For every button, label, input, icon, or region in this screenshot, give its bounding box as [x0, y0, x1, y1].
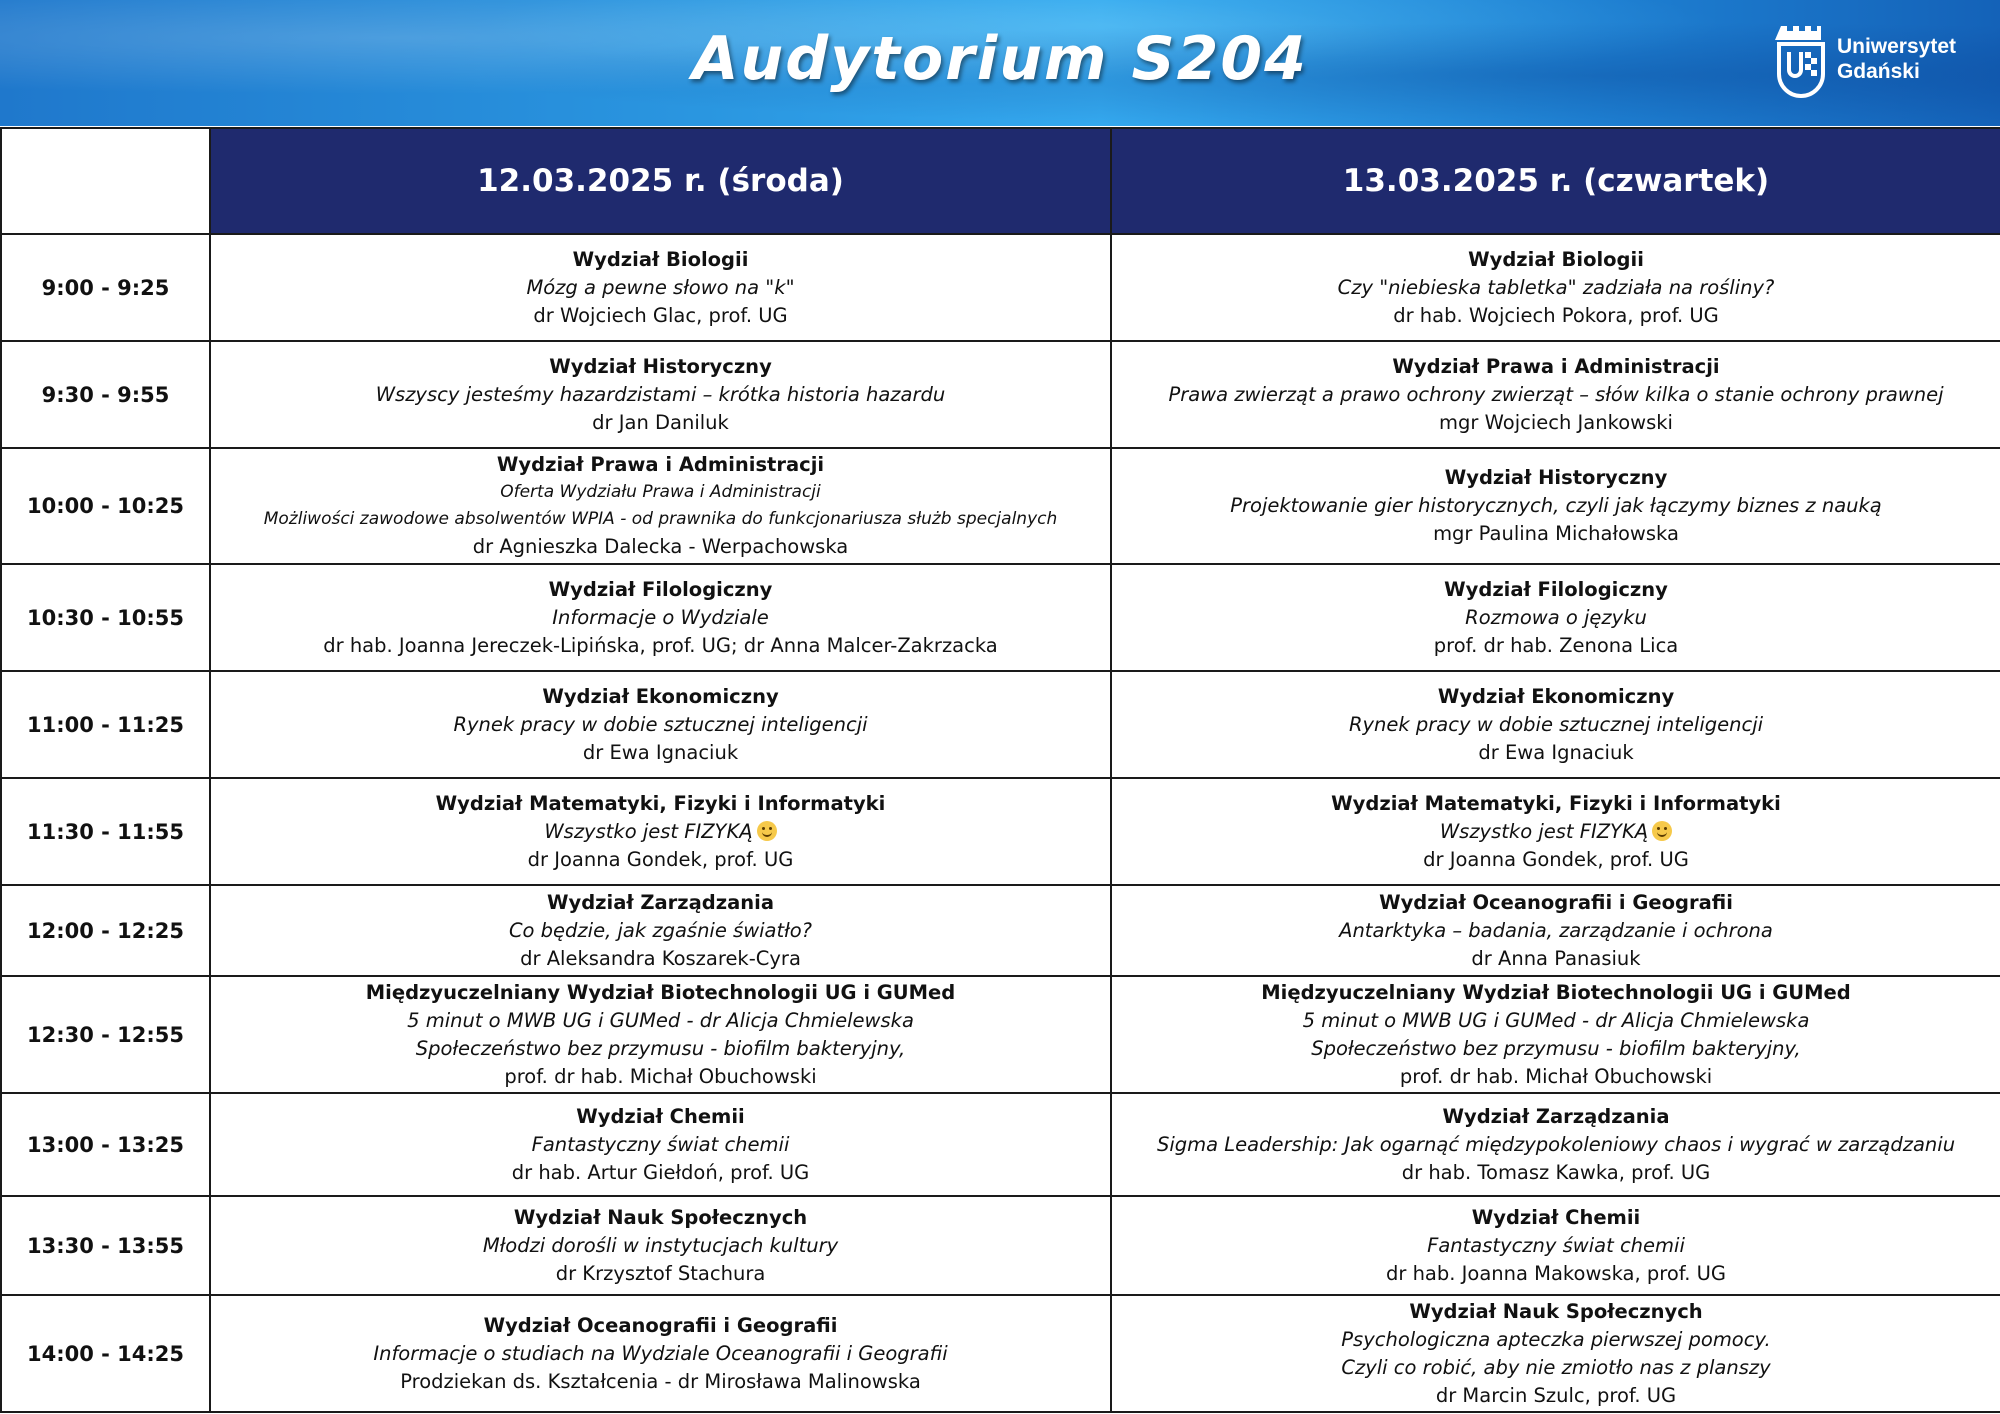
session-topic: Projektowanie gier historycznych, czyli jak łączymy biznes z nauką: [1230, 494, 1882, 517]
time-slot: 12:30 - 12:55: [1, 976, 210, 1093]
session-cell: [210, 1295, 1111, 1412]
session-topic: Oferta Wydziału Prawa i Administracji: [500, 482, 821, 502]
session-topic: Rynek pracy w dobie sztucznej inteligencji: [453, 712, 868, 736]
session-speaker: dr hab. Tomasz Kawka, prof. UG: [1401, 1160, 1711, 1184]
time-slot: 10:00 - 10:25: [1, 448, 210, 564]
table-row: [1, 976, 2000, 1093]
university-name: [1837, 34, 1956, 84]
session-speaker: dr hab. Wojciech Pokora, prof. UG: [1393, 303, 1719, 327]
session-topic: 5 minut o MWB UG i GUMed - dr Alicja Chmielewska: [407, 1008, 914, 1032]
faculty-name: Wydział Matematyki, Fizyki i Informatyki: [1331, 791, 1781, 815]
university-name-line1: Uniwersytet: [1836, 35, 1956, 58]
faculty-name: Wydział Historyczny: [549, 354, 772, 378]
table-row: [1, 564, 2000, 671]
session-cell: [1111, 778, 2000, 885]
session-topic: Rozmowa o języku: [1465, 605, 1647, 629]
time-slot: 10:30 - 10:55: [1, 564, 210, 671]
session-cell: [210, 448, 1111, 564]
session-cell: [210, 234, 1111, 341]
faculty-name: Wydział Filologiczny: [548, 577, 773, 601]
session-cell: [210, 885, 1111, 976]
column-header-day1: 12.03.2025 r. (środa): [210, 128, 1111, 234]
session-speaker: dr Marcin Szulc, prof. UG: [1435, 1383, 1677, 1407]
page-header: [0, 0, 2000, 126]
session-cell: [1111, 1196, 2000, 1295]
faculty-name: Wydział Filologiczny: [1444, 577, 1668, 601]
session-speaker: dr Aleksandra Koszarek-Cyra: [520, 946, 801, 970]
session-topic: Antarktyka – badania, zarządzanie i ochrona: [1339, 918, 1773, 942]
page-title: Audytorium S204: [692, 24, 1308, 94]
session-speaker: dr hab. Joanna Jereczek-Lipińska, prof. UG; dr Anna Malcer-Zakrzacka: [323, 633, 998, 657]
time-slot: 9:30 - 9:55: [1, 341, 210, 448]
session-topic: Prawa zwierząt a prawo ochrony zwierząt – słów kilka o stanie ochrony prawnej: [1168, 382, 1944, 406]
session-topic: Wszystko jest FIZYKĄ: [544, 819, 753, 843]
faculty-name: Wydział Biologii: [572, 247, 749, 271]
schedule-table: [0, 127, 2000, 1413]
session-speaker: prof. dr hab. Zenona Lica: [1433, 633, 1679, 657]
session-cell: [1111, 564, 2000, 671]
session-speaker: prof. dr hab. Michał Obuchowski: [504, 1064, 817, 1088]
session-topic: Informacje o Wydziale: [552, 605, 769, 629]
session-speaker: dr hab. Joanna Makowska, prof. UG: [1385, 1261, 1726, 1285]
university-crest-icon: [1775, 18, 1827, 100]
session-topic-secondary: Społeczeństwo bez przymusu - biofilm bakteryjny,: [415, 1036, 906, 1060]
table-row: [1, 448, 2000, 564]
faculty-name: Międzyuczelniany Wydział Biotechnologii UG i GUMed: [365, 980, 956, 1004]
session-topic-secondary: Społeczeństwo bez przymusu - biofilm bakteryjny,: [1311, 1036, 1801, 1060]
session-speaker: mgr Wojciech Jankowski: [1439, 410, 1673, 434]
table-row: [1, 885, 2000, 976]
session-speaker: dr Agnieszka Dalecka - Werpachowska: [472, 535, 849, 558]
faculty-name: Wydział Prawa i Administracji: [496, 453, 825, 476]
faculty-name: Wydział Chemii: [1471, 1205, 1641, 1229]
schedule-header-row: [1, 128, 2000, 234]
session-topic: Sigma Leadership: Jak ogarnąć międzypokoleniowy chaos i wygrać w zarządzaniu: [1156, 1132, 1956, 1156]
faculty-name: Wydział Ekonomiczny: [1437, 684, 1675, 708]
time-slot: 11:30 - 11:55: [1, 778, 210, 885]
table-row: [1, 1093, 2000, 1196]
session-speaker: dr Krzysztof Stachura: [555, 1261, 766, 1285]
smiley-icon: [757, 821, 777, 841]
table-row: [1, 1295, 2000, 1412]
corner-cell: [1, 128, 210, 234]
session-cell: [1111, 885, 2000, 976]
column-header-day2: 13.03.2025 r. (czwartek): [1111, 128, 2000, 234]
session-topic: Czy "niebieska tabletka" zadziała na rośliny?: [1337, 275, 1775, 299]
session-topic: Wszyscy jesteśmy hazardzistami – krótka historia hazardu: [375, 382, 946, 406]
time-slot: 13:30 - 13:55: [1, 1196, 210, 1295]
session-topic-line: [217, 818, 1104, 846]
table-row: [1, 341, 2000, 448]
faculty-name: Wydział Biologii: [1468, 247, 1644, 271]
session-cell: [1111, 1093, 2000, 1196]
session-cell: [1111, 976, 2000, 1093]
session-cell: [1111, 1295, 2000, 1412]
table-row: [1, 234, 2000, 341]
table-row: [1, 778, 2000, 885]
table-row: [1, 671, 2000, 778]
faculty-name: Wydział Nauk Społecznych: [513, 1205, 808, 1229]
session-topic: Rynek pracy w dobie sztucznej inteligencji: [1348, 712, 1764, 736]
faculty-name: Wydział Zarządzania: [1442, 1104, 1670, 1128]
session-cell: [210, 671, 1111, 778]
session-topic: Fantastyczny świat chemii: [531, 1132, 790, 1156]
session-topic: 5 minut o MWB UG i GUMed - dr Alicja Chmielewska: [1302, 1008, 1810, 1032]
time-slot: 13:00 - 13:25: [1, 1093, 210, 1196]
time-slot: 14:00 - 14:25: [1, 1295, 210, 1412]
university-logo: [1775, 18, 1956, 100]
session-topic: Mózg a pewne słowo na "k": [526, 275, 795, 299]
faculty-name: Wydział Matematyki, Fizyki i Informatyki: [435, 791, 886, 815]
session-speaker: dr Joanna Gondek, prof. UG: [527, 847, 794, 871]
session-topic: Wszystko jest FIZYKĄ: [1439, 819, 1649, 843]
faculty-name: Wydział Ekonomiczny: [542, 684, 779, 708]
faculty-name: Międzyuczelniany Wydział Biotechnologii UG i GUMed: [1261, 980, 1851, 1004]
time-slot: 9:00 - 9:25: [1, 234, 210, 341]
session-topic: Fantastyczny świat chemii: [1427, 1233, 1685, 1257]
session-cell: [210, 564, 1111, 671]
session-speaker: Prodziekan ds. Kształcenia - dr Mirosława Malinowska: [400, 1369, 921, 1393]
faculty-name: Wydział Oceanografii i Geografii: [483, 1313, 838, 1337]
faculty-name: Wydział Zarządzania: [546, 890, 774, 914]
faculty-name: Wydział Oceanografii i Geografii: [1379, 890, 1733, 914]
session-cell: [1111, 234, 2000, 341]
session-topic-secondary: Czyli co robić, aby nie zmiotło nas z planszy: [1341, 1355, 1771, 1379]
session-speaker: mgr Paulina Michałowska: [1433, 522, 1679, 545]
session-cell: [210, 976, 1111, 1093]
session-topic-secondary: Możliwości zawodowe absolwentów WPIA - od prawnika do funkcjonariusza służb specjalnych: [263, 509, 1058, 529]
session-speaker: dr Joanna Gondek, prof. UG: [1423, 847, 1689, 871]
session-speaker: dr Jan Daniluk: [592, 410, 729, 434]
session-speaker: dr Anna Panasiuk: [1471, 946, 1641, 970]
session-speaker: dr Ewa Ignaciuk: [1478, 740, 1634, 764]
session-cell: [210, 1196, 1111, 1295]
session-topic: Informacje o studiach na Wydziale Oceanografii i Geografii: [373, 1341, 948, 1365]
session-cell: [210, 778, 1111, 885]
session-speaker: dr hab. Artur Giełdoń, prof. UG: [511, 1160, 810, 1184]
session-cell: [1111, 448, 2000, 564]
session-cell: [210, 341, 1111, 448]
session-topic-line: [1118, 818, 1994, 846]
session-topic: Psychologiczna apteczka pierwszej pomocy.: [1341, 1327, 1771, 1351]
session-topic: Co będzie, jak zgaśnie światło?: [508, 918, 813, 942]
faculty-name: Wydział Historyczny: [1444, 466, 1668, 489]
faculty-name: Wydział Prawa i Administracji: [1392, 354, 1720, 378]
faculty-name: Wydział Chemii: [576, 1104, 745, 1128]
university-name-line2: Gdański: [1836, 60, 1920, 83]
faculty-name: Wydział Nauk Społecznych: [1409, 1299, 1703, 1323]
table-row: [1, 1196, 2000, 1295]
session-cell: [210, 1093, 1111, 1196]
time-slot: 11:00 - 11:25: [1, 671, 210, 778]
session-speaker: prof. dr hab. Michał Obuchowski: [1399, 1064, 1713, 1088]
session-speaker: dr Ewa Ignaciuk: [582, 740, 739, 764]
session-speaker: dr Wojciech Glac, prof. UG: [533, 303, 788, 327]
smiley-icon: [1652, 821, 1672, 841]
session-topic: Młodzi dorośli w instytucjach kultury: [482, 1233, 839, 1257]
time-slot: 12:00 - 12:25: [1, 885, 210, 976]
session-cell: [1111, 671, 2000, 778]
session-cell: [1111, 341, 2000, 448]
